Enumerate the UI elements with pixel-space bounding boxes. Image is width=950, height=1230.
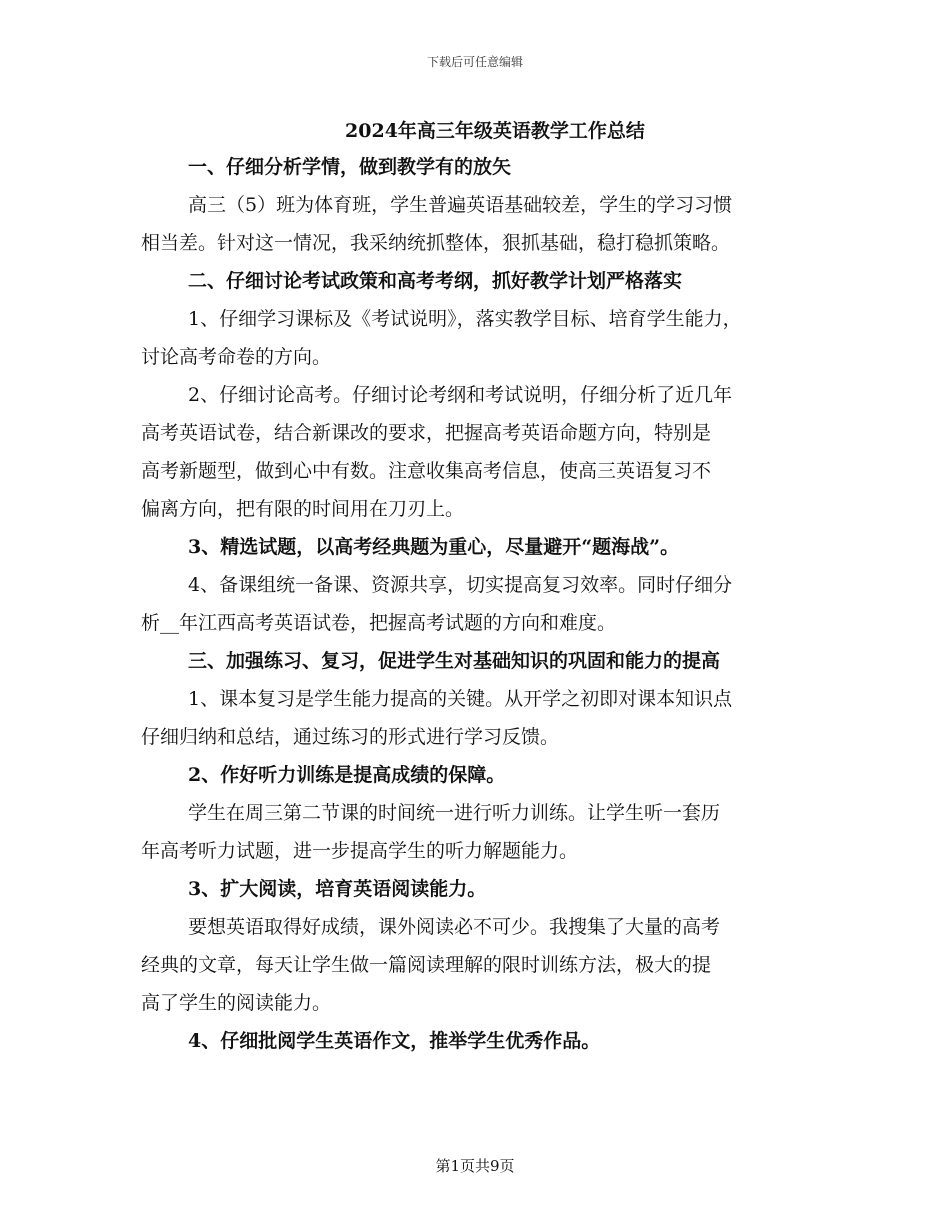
document-title: 2024年高三年级英语教学工作总结 xyxy=(345,120,645,142)
paragraph-line: 仔细归纳和总结，通过练习的形式进行学习反馈。 xyxy=(141,726,560,748)
document-body xyxy=(141,148,821,1060)
paragraph-line: 经典的文章，每天让学生做一篇阅读理解的限时训练方法，极大的提 xyxy=(141,954,712,976)
section-heading: 2、作好听力训练是提高成绩的保障。 xyxy=(188,764,506,786)
paragraph-line: 析__年江西高考英语试卷，把握高考试题的方向和难度。 xyxy=(141,612,617,634)
section-heading: 4、仔细批阅学生英语作文，推举学生优秀作品。 xyxy=(188,1030,601,1052)
paragraph-line: 要想英语取得好成绩，课外阅读必不可少。我搜集了大量的高考 xyxy=(188,916,721,938)
paragraph-line: 高考英语试卷，结合新课改的要求，把握高考英语命题方向，特别是 xyxy=(141,422,712,444)
section-heading: 一、仔细分析学情，做到教学有的放矢 xyxy=(188,156,512,178)
paragraph-line: 1、课本复习是学生能力提高的关键。从开学之初即对课本知识点 xyxy=(188,688,733,710)
paragraph-line: 高三（5）班为体育班，学生普遍英语基础较差，学生的学习习惯 xyxy=(188,194,733,216)
paragraph-line: 学生在周三第二节课的时间统一进行听力训练。让学生听一套历 xyxy=(188,802,721,824)
page-footer: 第1页共9页 xyxy=(435,1157,515,1175)
paragraph-line: 讨论高考命卷的方向。 xyxy=(141,346,332,368)
paragraph-line: 年高考听力试题，进一步提高学生的听力解题能力。 xyxy=(141,840,579,862)
paragraph-line: 2、仔细讨论高考。仔细讨论考纲和考试说明，仔细分析了近几年 xyxy=(188,384,733,406)
paragraph-line: 偏离方向，把有限的时间用在刀刃上。 xyxy=(141,498,465,520)
paragraph-line: 相当差。针对这一情况，我采纳统抓整体，狠抓基础，稳打稳抓策略。 xyxy=(141,232,731,254)
section-heading: 三、加强练习、复习，促进学生对基础知识的巩固和能力的提高 xyxy=(188,650,721,672)
paragraph-line: 高了学生的阅读能力。 xyxy=(141,992,332,1014)
section-heading: 3、扩大阅读，培育英语阅读能力。 xyxy=(188,878,487,900)
section-heading: 3、精选试题，以高考经典题为重心，尽量避开“题海战”。 xyxy=(188,536,680,558)
header-note: 下载后可任意编辑 xyxy=(426,55,523,69)
paragraph-line: 高考新题型，做到心中有数。注意收集高考信息，使高三英语复习不 xyxy=(141,460,712,482)
section-heading: 二、仔细讨论考试政策和高考考纲，抓好教学计划严格落实 xyxy=(188,270,683,292)
paragraph-line: 4、备课组统一备课、资源共享，切实提高复习效率。同时仔细分 xyxy=(188,574,733,596)
paragraph-line: 1、仔细学习课标及《考试说明》，落实教学目标、培育学生能力， xyxy=(188,308,742,330)
